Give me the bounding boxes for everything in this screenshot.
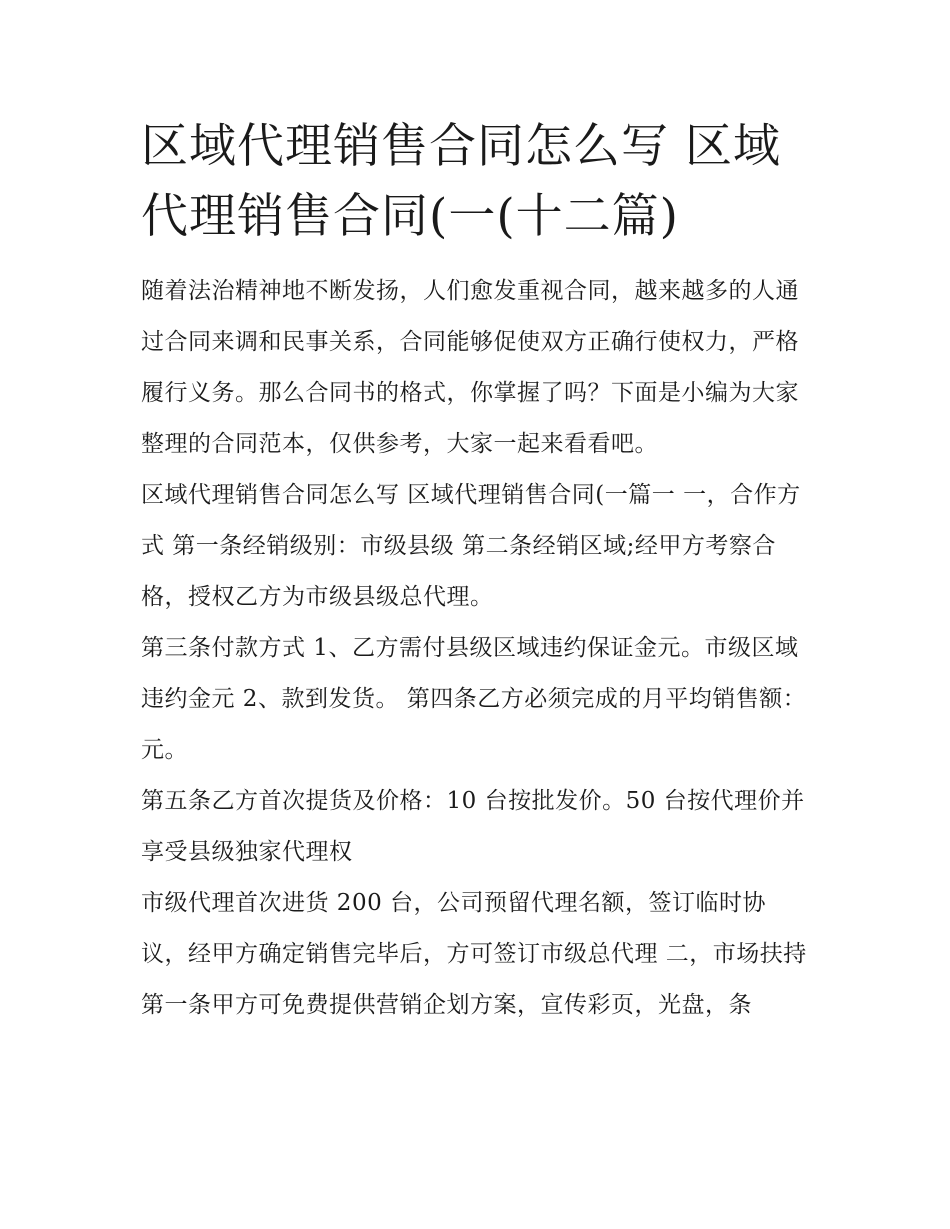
- clause-paragraph-first-order: 第五条乙方首次提货及价格：10 台按批发价。50 台按代理价并享受县级独家代理权: [141, 788, 805, 865]
- clause-paragraph-payment: 第三条付款方式 1、乙方需付县级区域违约保证金元。市级区域违约金元 2、款到发货。 第四条乙方必须完成的月平均销售额：元。: [141, 635, 807, 763]
- clause-paragraph-marketing: 第一条甲方可免费提供营销企划方案，宣传彩页，光盘，条: [141, 992, 752, 1018]
- intro-paragraph: 随着法治精神地不断发扬，人们愈发重视合同，越来越多的人通过合同来调和民事关系，合同能够促使双方正确行使权力，严格履行义务。那么合同书的格式，你掌握了吗？下面是小编为大家整理的合同范本，仅供参考，大家一起来看看吧。: [141, 278, 799, 457]
- document-page: [141, 112, 813, 1031]
- clause-paragraph-city-agent: 市级代理首次进货 200 台，公司预留代理名额，签订临时协议，经甲方确定销售完毕后，方可签订市级总代理 二，市场扶持: [141, 890, 807, 967]
- clause-paragraph-cooperation: 区域代理销售合同怎么写 区域代理销售合同(一篇一 一，合作方式 第一条经销级别：市级县级 第二条经销区域;经甲方考察合格，授权乙方为市级县级总代理。: [141, 482, 801, 610]
- document-title: 区域代理销售合同怎么写 区域代理销售合同(一(十二篇): [141, 119, 781, 244]
